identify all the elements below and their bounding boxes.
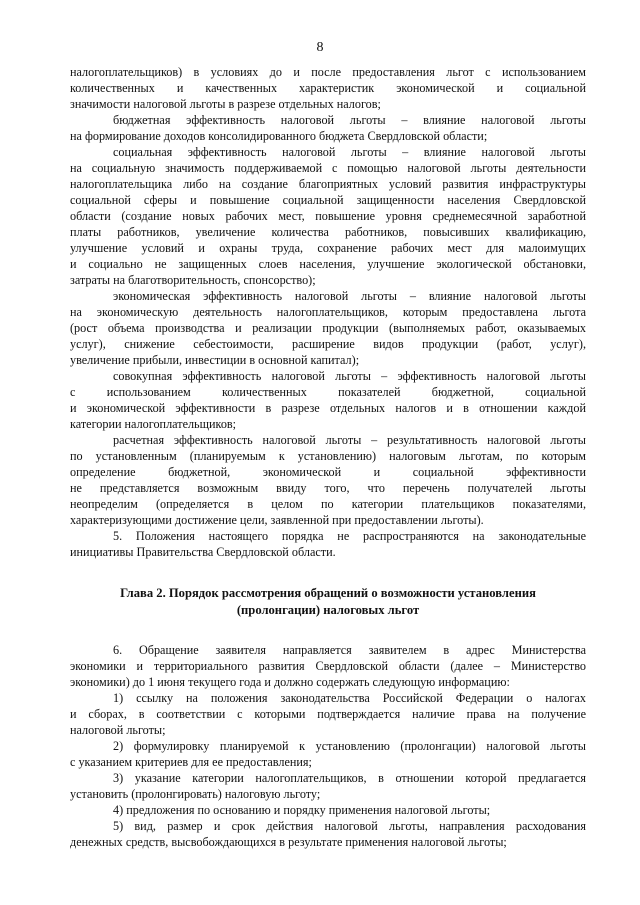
paragraph-line: затраты на благотворительность, спонсорство); bbox=[70, 273, 316, 287]
paragraph-line: количественных и качественных характеристик экономической и социальной bbox=[70, 81, 586, 95]
paragraph-line: инициативы Правительства Свердловской области. bbox=[70, 545, 336, 559]
paragraph bbox=[70, 802, 586, 818]
paragraph-line: совокупная эффективность налоговой льготы – эффективность налоговой льготы bbox=[113, 369, 586, 383]
paragraph-line: на формирование доходов консолидированного бюджета Свердловской области; bbox=[70, 129, 488, 143]
paragraph-line: 5. Положения настоящего порядка не распространяются на законодательные bbox=[113, 529, 586, 543]
paragraph bbox=[70, 770, 586, 802]
paragraph-line: улучшение условий и охраны труда, сохранение рабочих мест для малоимущих bbox=[70, 241, 586, 255]
paragraph-line: с использованием количественных показателей бюджетной, социальной bbox=[70, 385, 586, 399]
paragraph bbox=[70, 642, 586, 690]
paragraph bbox=[70, 528, 586, 560]
application-requirements-section bbox=[70, 642, 586, 850]
paragraph bbox=[70, 738, 586, 770]
paragraph bbox=[70, 64, 586, 112]
paragraph-line: экономическая эффективность налоговой льготы – влияние налоговой льготы bbox=[113, 289, 586, 303]
paragraph-line: услуг), снижение себестоимости, расширение видов продукции (работ, услуг), bbox=[70, 337, 586, 351]
paragraph-line: установить (пролонгировать) налоговую льготу; bbox=[70, 787, 321, 801]
paragraph bbox=[70, 368, 586, 432]
paragraph-line: по установленным (планируемым к установлению) налоговым льготам, по которым bbox=[70, 449, 586, 463]
paragraph-line: налогоплательщика либо на создание благоприятных условий развития инфраструктуры bbox=[70, 177, 586, 191]
page-number: 8 bbox=[316, 40, 324, 55]
paragraph-line: 2) формулировку планируемой к установлению (пролонгации) налоговой льготы bbox=[113, 739, 586, 753]
spacer bbox=[70, 619, 586, 642]
paragraph-line: с указанием критериев для ее предоставления; bbox=[70, 755, 312, 769]
paragraph-line: неопределим (определяется в целом по категории плательщиков показателями, bbox=[70, 497, 586, 511]
paragraph-line: расчетная эффективность налоговой льготы – результативность налоговой льготы bbox=[113, 433, 586, 447]
paragraph-line: налогоплательщиков) в условиях до и после предоставления льгот с использованием bbox=[70, 65, 586, 79]
paragraph-line: на социальную значимость поддерживаемой с помощью налоговой льготы деятельности bbox=[70, 161, 586, 175]
paragraph bbox=[70, 818, 586, 850]
paragraph-line: не представляется возможным ввиду того, что перечень получателей льготы bbox=[70, 481, 586, 495]
paragraph bbox=[70, 690, 586, 738]
page-body bbox=[70, 64, 586, 850]
paragraph-line: и социально не защищенных слоев населения, улучшение экологической обстановки, bbox=[70, 257, 586, 271]
chapter-heading-line: (пролонгации) налоговых льгот bbox=[236, 603, 420, 617]
paragraph-line: 3) указание категории налогоплательщиков, в отношении которой предлагается bbox=[113, 771, 586, 785]
paragraph-line: бюджетная эффективность налоговой льготы – влияние налоговой льготы bbox=[113, 113, 586, 127]
paragraph-line: и экономической эффективности в разрезе отдельных налогов и в отношении каждой bbox=[70, 401, 586, 415]
paragraph-line: и сборах, в соответствии с которыми подтверждается наличие права на получение bbox=[70, 707, 586, 721]
chapter-heading-line: Глава 2. Порядок рассмотрения обращений о возможности установления bbox=[120, 586, 536, 600]
paragraph bbox=[70, 288, 586, 368]
paragraph-line: 1) ссылку на положения законодательства Российской Федерации о налогах bbox=[113, 691, 586, 705]
paragraph-line: 5) вид, размер и срок действия налоговой льготы, направления расходования bbox=[113, 819, 586, 833]
chapter-heading bbox=[70, 585, 586, 619]
paragraph-line: экономики) до 1 июня текущего года и должно содержать следующую информацию: bbox=[70, 675, 510, 689]
paragraph-line: социальной сферы и повышение социальной защищенности населения Свердловской bbox=[70, 193, 586, 207]
paragraph-line: характеризующими достижение цели, заявленной при предоставлении льготы). bbox=[70, 513, 484, 527]
paragraph-line: 6. Обращение заявителя направляется заявителем в адрес Министерства bbox=[113, 643, 586, 657]
paragraph-line: экономики и территориального развития Свердловской области (далее – Министерство bbox=[70, 659, 586, 673]
paragraph-line: налоговой льготы; bbox=[70, 723, 166, 737]
paragraph-line: социальная эффективность налоговой льготы – влияние налоговой льготы bbox=[113, 145, 586, 159]
paragraph-line: значимости налоговой льготы в разрезе отдельных налогов; bbox=[70, 97, 381, 111]
paragraph-line: платы работников, увеличение количества работников, повысивших квалификацию, bbox=[70, 225, 586, 239]
paragraph-line: на экономическую деятельность налогоплательщиков, которым предоставлена льгота bbox=[70, 305, 586, 319]
paragraph-line: категории налогоплательщиков; bbox=[70, 417, 237, 431]
paragraph bbox=[70, 112, 586, 144]
definitions-section bbox=[70, 64, 586, 560]
paragraph-line: 4) предложения по основанию и порядку применения налоговой льготы; bbox=[113, 803, 491, 817]
paragraph-line: денежных средств, высвобождающихся в результате применения налоговой льготы; bbox=[70, 835, 507, 849]
paragraph bbox=[70, 432, 586, 528]
spacer bbox=[70, 560, 586, 585]
paragraph bbox=[70, 144, 586, 288]
paragraph-line: области (создание новых рабочих мест, повышение уровня среднемесячной заработной bbox=[70, 209, 586, 223]
paragraph-line: увеличение прибыли, инвестиции в основной капитал); bbox=[70, 353, 360, 367]
paragraph-line: (рост объема производства и реализации продукции (выполняемых работ, оказываемых bbox=[70, 321, 586, 335]
paragraph-line: определение бюджетной, экономической и социальной эффективности bbox=[70, 465, 586, 479]
